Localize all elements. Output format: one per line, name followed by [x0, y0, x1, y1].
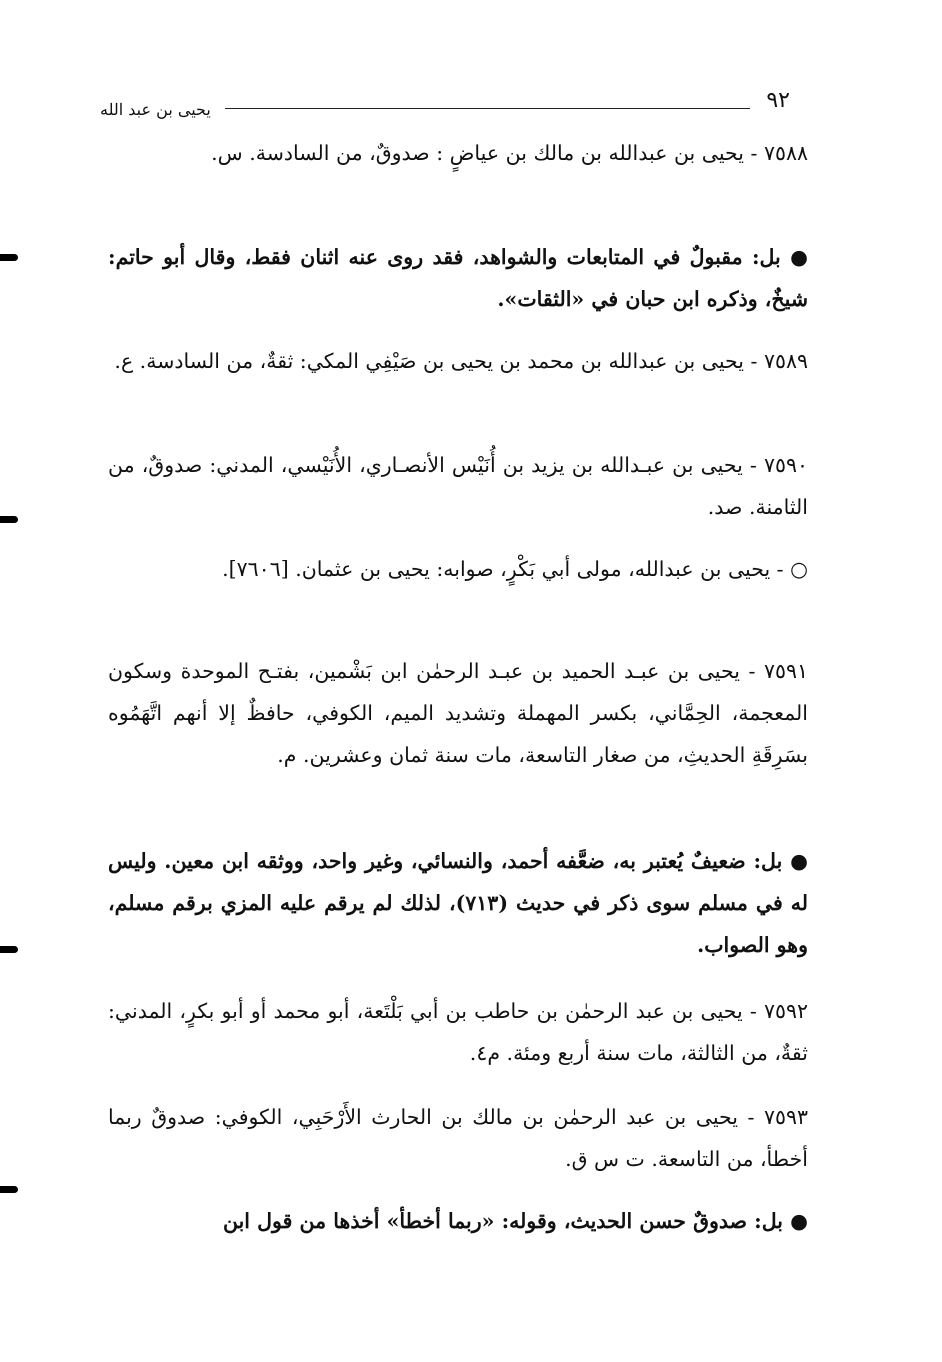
header-rule — [225, 108, 750, 109]
entry-cross-reference: ○ - يحيى بن عبدالله، مولى أبي بَكْرٍ، صوابه: يحيى بن عثمان. [٧٦٠٦]. — [222, 557, 808, 581]
running-title: يحيى بن عبد الله — [100, 100, 211, 119]
page-header — [100, 88, 790, 122]
entry-7591: ٧٥٩١ - يحيى بن عبـد الحميد بن عبـد الرحمٰن ابن بَشْمين، بفتـح الموحدة وسكون المعجمة، الحِمَّاني، بكسر المهملة وتشديد الميم، الكوفي، حافظٌ إلا أنهم اتَّهَمُوه بسَرِقَةِ الحديثِ، من صغار التاسعة، مات سنة ثمان وعشرين. م. — [108, 659, 808, 767]
margin-mark — [0, 516, 18, 523]
comment-7591: ● بل: ضعيفٌ يُعتبر به، ضعَّفه أحمد، والنسائي، وغير واحد، ووثقه ابن معين. وليس له في مسلم سوى ذكر في حديث (٧١٣)، لذلك لم يرقم عليه المزي برقم مسلم، وهو الصواب. — [108, 849, 808, 957]
margin-mark — [0, 1186, 18, 1193]
entry-7589: ٧٥٨٩ - يحيى بن عبدالله بن محمد بن يحيى بن صَيْفِي المكي: ثقةٌ، من السادسة. ع. — [114, 349, 808, 373]
margin-mark — [0, 946, 18, 953]
entry-7590: ٧٥٩٠ - يحيى بن عبـدالله بن يزيد بن أُنَيْس الأنصـاري، الأُنَيْسي، المدني: صدوقٌ، من الثامنة. صد. — [108, 453, 808, 519]
margin-mark — [0, 254, 18, 261]
entry-7593: ٧٥٩٣ - يحيى بن عبد الرحمٰن بن مالك بن الحارث الأَرْحَبِي، الكوفي: صدوقٌ ربما أخطأ، من التاسعة. ت س ق. — [108, 1105, 808, 1171]
page-number: ٩٢ — [766, 88, 790, 113]
comment-7593: ● بل: صدوقٌ حسن الحديث، وقوله: «ربما أخطأ» أخذها من قول ابن — [222, 1209, 808, 1233]
comment-7588: ● بل: مقبولٌ في المتابعات والشواهد، فقد روى عنه اثنان فقط، وقال أبو حاتم: شيخٌ، وذكره ابن حبان في «الثقات». — [108, 245, 808, 311]
entry-7588: ٧٥٨٨ - يحيى بن عبدالله بن مالك بن عياضٍ : صدوقٌ، من السادسة. س. — [211, 141, 808, 165]
entry-7592: ٧٥٩٢ - يحيى بن عبد الرحمٰن بن حاطب بن أبي بَلْتَعة، أبو محمد أو أبو بكرٍ، المدني: ثقةٌ، من الثالثة، مات سنة أربع ومئة. م٤. — [108, 999, 808, 1065]
